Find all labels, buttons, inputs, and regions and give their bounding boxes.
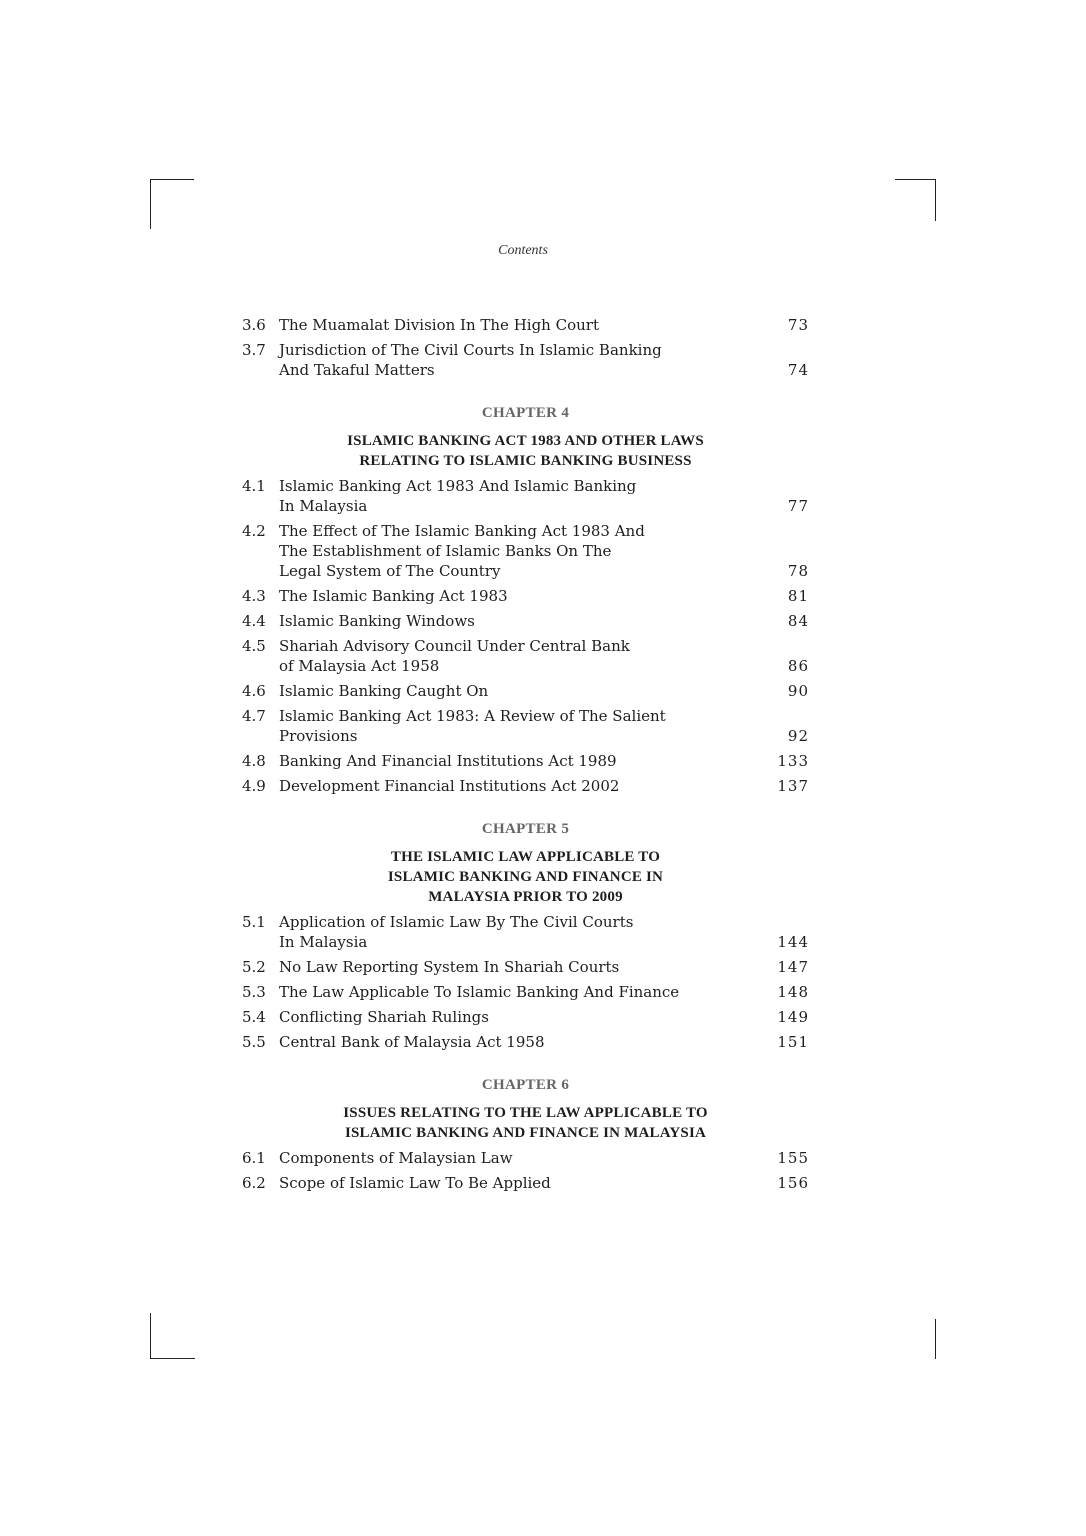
toc-entry: [242, 1148, 809, 1168]
section-title-line: Development Financial Institutions Act 2002: [279, 777, 620, 795]
section-title: [279, 521, 809, 581]
toc-entry: [242, 706, 809, 746]
section-title: [279, 1148, 809, 1168]
section-title: [279, 957, 809, 977]
toc-entry: [242, 912, 809, 952]
chapter-title-line: ISLAMIC BANKING ACT 1983 AND OTHER LAWS: [347, 433, 704, 449]
chapter-title-line: ISLAMIC BANKING AND FINANCE IN MALAYSIA: [344, 1125, 707, 1141]
page-number: 144: [777, 933, 809, 951]
section-title-line: Islamic Banking Act 1983: A Review of The Salient: [279, 707, 666, 725]
toc-entry: [242, 340, 809, 380]
page-number: 90: [787, 682, 809, 700]
section-number: 4.5: [242, 637, 266, 655]
section-title-line: Provisions: [279, 727, 358, 745]
section-title-line: The Law Applicable To Islamic Banking And Finance: [279, 983, 680, 1001]
section-title-line: Islamic Banking Act 1983 And Islamic Banking: [279, 477, 637, 495]
section-title-line: In Malaysia: [279, 933, 368, 951]
section-title-line: And Takaful Matters: [279, 361, 435, 379]
table-of-contents: [242, 315, 809, 1198]
section-title: [279, 476, 809, 516]
section-title: [279, 706, 809, 746]
crop-mark-top-left-horizontal: [150, 179, 194, 180]
toc-entry: [242, 751, 809, 771]
section-number: 5.1: [242, 913, 266, 931]
section-title-line: Islamic Banking Caught On: [279, 682, 489, 700]
section-number: 5.4: [242, 1008, 266, 1026]
section-number: 4.1: [242, 477, 266, 495]
toc-entry: [242, 611, 809, 631]
crop-mark-top-left-vertical: [150, 179, 151, 229]
section-number: 4.3: [242, 587, 266, 605]
section-title-line: In Malaysia: [279, 497, 368, 515]
toc-entry: [242, 982, 809, 1002]
section-number: 4.2: [242, 522, 266, 540]
crop-mark-bottom-left-vertical: [150, 1313, 151, 1359]
section-title-line: Conflicting Shariah Rulings: [279, 1008, 489, 1026]
toc-entry: [242, 681, 809, 701]
section-title: [279, 982, 809, 1002]
section-title: [279, 340, 809, 380]
section-title: [279, 776, 809, 796]
page-number: 77: [787, 497, 809, 515]
page-number: 151: [777, 1033, 809, 1051]
section-title: [279, 1032, 809, 1052]
chapter-title: [242, 431, 809, 471]
toc-entry: [242, 586, 809, 606]
section-title-line: The Effect of The Islamic Banking Act 1983 And: [279, 522, 645, 540]
section-number: 5.3: [242, 983, 266, 1001]
section-title: [279, 315, 809, 335]
chapter-title-line: ISLAMIC BANKING AND FINANCE IN: [387, 869, 664, 885]
toc-entry: [242, 315, 809, 335]
page-number: 149: [777, 1008, 809, 1026]
page-number: 81: [787, 587, 809, 605]
crop-mark-bottom-left-horizontal: [150, 1358, 195, 1359]
chapter-title: [242, 847, 809, 907]
page-number: 147: [777, 958, 809, 976]
toc-entry: [242, 776, 809, 796]
section-title-line: of Malaysia Act 1958: [279, 657, 440, 675]
section-title: [279, 751, 809, 771]
page-number: 73: [787, 316, 809, 334]
section-title-line: Central Bank of Malaysia Act 1958: [279, 1033, 545, 1051]
section-title-line: Banking And Financial Institutions Act 1989: [279, 752, 617, 770]
page-number: 155: [777, 1149, 809, 1167]
section-number: 4.7: [242, 707, 266, 725]
toc-entry: [242, 957, 809, 977]
page-number: 84: [787, 612, 809, 630]
section-title: [279, 586, 809, 606]
page-number: 133: [777, 752, 809, 770]
toc-entry: [242, 1007, 809, 1027]
page-number: 86: [787, 657, 809, 675]
section-title-line: Legal System of The Country: [279, 562, 501, 580]
toc-entry: [242, 636, 809, 676]
section-title-line: The Establishment of Islamic Banks On The: [279, 542, 612, 560]
section-title-line: The Islamic Banking Act 1983: [279, 587, 508, 605]
section-title: [279, 681, 809, 701]
chapter-title: [242, 1103, 809, 1143]
running-head: Contents: [498, 243, 548, 258]
section-number: 3.6: [242, 316, 266, 334]
chapter-label: CHAPTER 5: [481, 821, 570, 837]
section-number: 3.7: [242, 341, 266, 359]
page-number: 92: [787, 727, 809, 745]
crop-mark-bottom-right-vertical: [935, 1319, 936, 1359]
section-number: 4.9: [242, 777, 266, 795]
toc-entry: [242, 476, 809, 516]
section-title-line: Jurisdiction of The Civil Courts In Islamic Banking: [279, 341, 662, 359]
section-title-line: Shariah Advisory Council Under Central Bank: [279, 637, 630, 655]
page-number: 156: [777, 1174, 809, 1192]
section-title: [279, 1173, 809, 1193]
section-number: 5.5: [242, 1033, 266, 1051]
chapter-title-line: THE ISLAMIC LAW APPLICABLE TO: [390, 849, 661, 865]
section-number: 4.6: [242, 682, 266, 700]
section-title: [279, 611, 809, 631]
section-title-line: Scope of Islamic Law To Be Applied: [279, 1174, 551, 1192]
section-number: 6.2: [242, 1174, 266, 1192]
section-number: 5.2: [242, 958, 266, 976]
section-title-line: Application of Islamic Law By The Civil Courts: [279, 913, 634, 931]
section-number: 6.1: [242, 1149, 266, 1167]
chapter-title-line: ISSUES RELATING TO THE LAW APPLICABLE TO: [343, 1105, 708, 1121]
toc-entry: [242, 1032, 809, 1052]
section-title-line: The Muamalat Division In The High Court: [279, 316, 599, 334]
section-title-line: Islamic Banking Windows: [279, 612, 475, 630]
chapter-title-line: RELATING TO ISLAMIC BANKING BUSINESS: [359, 453, 692, 469]
chapter-title-line: MALAYSIA PRIOR TO 2009: [428, 889, 623, 905]
section-title: [279, 912, 809, 952]
section-title-line: Components of Malaysian Law: [279, 1149, 513, 1167]
section-title: [279, 636, 809, 676]
section-title: [279, 1007, 809, 1027]
page-number: 78: [787, 562, 809, 580]
toc-entry: [242, 521, 809, 581]
section-number: 4.8: [242, 752, 266, 770]
toc-entry: [242, 1173, 809, 1193]
page-number: 137: [777, 777, 809, 795]
page-number: 74: [787, 361, 809, 379]
crop-mark-top-right-horizontal: [895, 179, 936, 180]
page-number: 148: [777, 983, 809, 1001]
section-title-line: No Law Reporting System In Shariah Courts: [279, 958, 620, 976]
chapter-label: CHAPTER 6: [481, 1077, 570, 1093]
chapter-label: CHAPTER 4: [481, 405, 570, 421]
crop-mark-top-right-vertical: [935, 179, 936, 221]
section-number: 4.4: [242, 612, 266, 630]
